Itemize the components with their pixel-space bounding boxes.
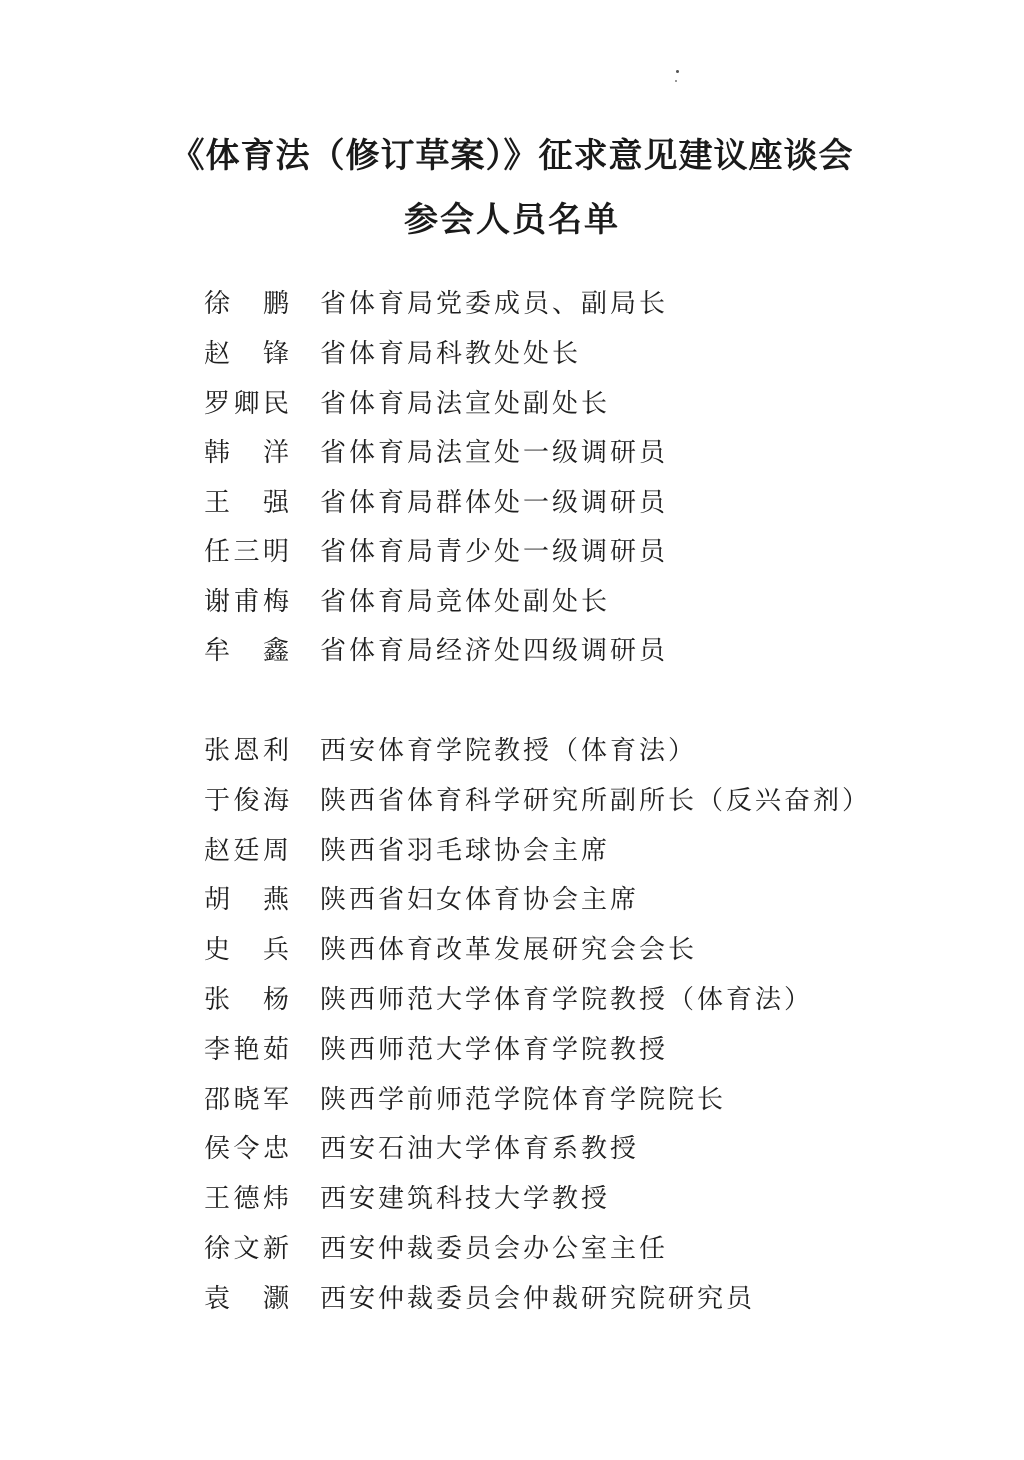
attendee-row — [204, 1229, 964, 1269]
attendee-name: 侯令忠 — [204, 1134, 290, 1164]
attendee-name: 赵廷周 — [204, 836, 290, 866]
attendee-row — [204, 1030, 964, 1070]
attendee-name: 于俊海 — [204, 786, 290, 816]
attendee-name: 袁 灏 — [204, 1284, 290, 1314]
attendee-name: 韩 洋 — [204, 438, 290, 468]
scan-speck — [676, 70, 679, 73]
attendee-row — [204, 1080, 964, 1120]
attendee-role: 西安建筑科技大学教授 — [320, 1184, 611, 1214]
attendee-role: 陕西体育改革发展研究会会长 — [320, 935, 698, 965]
attendee-name: 牟 鑫 — [204, 636, 290, 666]
attendee-row — [204, 1279, 964, 1319]
attendee-role: 陕西师范大学体育学院教授 — [320, 1035, 669, 1065]
attendee-row — [204, 731, 964, 771]
attendee-row — [204, 1179, 964, 1219]
attendee-name: 徐 鹏 — [204, 289, 290, 319]
attendee-name: 赵 锋 — [204, 339, 290, 369]
attendee-role: 西安仲裁委员会仲裁研究院研究员 — [320, 1284, 756, 1314]
document-title: 《体育法（修订草案）》征求意见建议座谈会 — [170, 136, 854, 176]
attendee-role: 西安石油大学体育系教授 — [320, 1134, 640, 1164]
attendee-role: 西安体育学院教授（体育法） — [320, 736, 698, 766]
document-subtitle: 参会人员名单 — [404, 200, 620, 240]
attendee-role: 省体育局科教处处长 — [320, 339, 582, 369]
attendee-name: 胡 燕 — [204, 885, 290, 915]
attendee-role: 省体育局党委成员、副局长 — [320, 289, 669, 319]
attendee-row — [204, 980, 964, 1020]
attendee-role: 省体育局法宣处副处长 — [320, 389, 611, 419]
attendee-name: 邵晓军 — [204, 1085, 290, 1115]
attendee-role: 陕西学前师范学院体育学院院长 — [320, 1085, 727, 1115]
attendee-role: 省体育局经济处四级调研员 — [320, 636, 669, 666]
attendee-role: 省体育局竞体处副处长 — [320, 587, 611, 617]
scan-speck — [675, 80, 677, 82]
attendee-role: 省体育局法宣处一级调研员 — [320, 438, 669, 468]
attendee-row — [204, 880, 964, 920]
attendee-role: 陕西师范大学体育学院教授（体育法） — [320, 985, 814, 1015]
attendee-row — [204, 831, 964, 871]
attendee-name: 王 强 — [204, 488, 290, 518]
attendee-name: 徐文新 — [204, 1234, 290, 1264]
attendee-name: 史 兵 — [204, 935, 290, 965]
attendee-name: 谢甫梅 — [204, 587, 290, 617]
attendee-name: 张 杨 — [204, 985, 290, 1015]
attendee-row — [204, 483, 964, 523]
attendee-row — [204, 781, 964, 821]
attendee-row — [204, 930, 964, 970]
attendee-row — [204, 582, 964, 622]
attendee-row — [204, 334, 964, 374]
attendee-role: 陕西省妇女体育协会主席 — [320, 885, 640, 915]
attendee-name: 张恩利 — [204, 736, 290, 766]
attendee-name: 罗卿民 — [204, 389, 290, 419]
attendee-row — [204, 532, 964, 572]
attendee-row — [204, 1129, 964, 1169]
attendee-role: 陕西省体育科学研究所副所长（反兴奋剂） — [320, 786, 872, 816]
attendee-role: 西安仲裁委员会办公室主任 — [320, 1234, 669, 1264]
attendee-name: 李艳茹 — [204, 1035, 290, 1065]
attendee-row — [204, 284, 964, 324]
attendee-row — [204, 631, 964, 671]
attendee-name: 任三明 — [204, 537, 290, 567]
attendee-row — [204, 433, 964, 473]
attendee-role: 陕西省羽毛球协会主席 — [320, 836, 611, 866]
attendee-row — [204, 384, 964, 424]
attendee-name: 王德炜 — [204, 1184, 290, 1214]
attendee-role: 省体育局群体处一级调研员 — [320, 488, 669, 518]
attendee-role: 省体育局青少处一级调研员 — [320, 537, 669, 567]
